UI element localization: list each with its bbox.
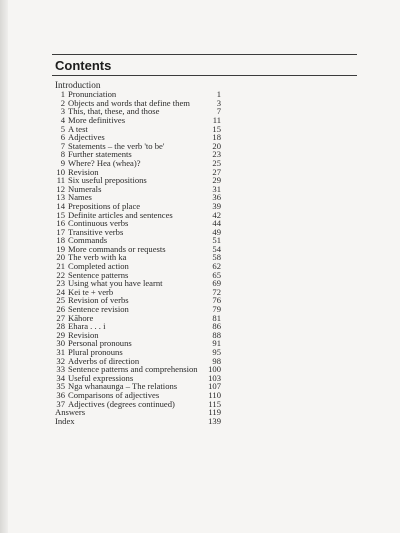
- page-number: 29: [212, 175, 221, 186]
- chapter-title: Sentence patterns: [68, 269, 129, 280]
- chapter-title: Useful expressions: [68, 372, 134, 383]
- chapter-title: Nga whanaunga – The relations: [68, 381, 178, 392]
- chapter-title: Names: [68, 192, 92, 203]
- chapter-number: 27: [56, 312, 65, 323]
- page-number: 54: [212, 243, 221, 254]
- page-number: 36: [212, 192, 221, 203]
- chapter-title: Kei te + verb: [68, 286, 114, 297]
- page-number: 1: [216, 89, 221, 100]
- chapter-title: Completed action: [68, 261, 129, 272]
- page-title: Contents: [55, 58, 112, 73]
- page-number: 103: [208, 372, 221, 383]
- page-number: 119: [208, 407, 221, 418]
- chapter-number: 11: [56, 175, 65, 186]
- chapter-number: 35: [56, 381, 65, 392]
- page-number: 18: [212, 132, 221, 143]
- table-of-contents: [55, 90, 225, 408]
- chapter-number: 26: [56, 304, 65, 315]
- page-number: 25: [212, 157, 221, 168]
- chapter-number: 16: [56, 218, 65, 229]
- page-number: 7: [216, 106, 221, 117]
- page-number: 76: [212, 295, 221, 306]
- chapter-number: 8: [60, 149, 65, 160]
- chapter-title: A test: [68, 123, 88, 134]
- page-number: 62: [212, 261, 221, 272]
- page-number: 69: [212, 278, 221, 289]
- page-number: 107: [208, 381, 221, 392]
- chapter-number: 29: [56, 329, 65, 340]
- page-number: 44: [212, 218, 221, 229]
- chapter-title: Statements – the verb 'to be': [68, 140, 165, 151]
- page-number: 86: [212, 321, 221, 332]
- page-number: 49: [212, 226, 221, 237]
- chapter-title: Pronunciation: [68, 89, 117, 100]
- chapter-number: 6: [60, 132, 65, 143]
- section-title: Answers: [55, 407, 86, 418]
- chapter-title: Adjectives: [68, 132, 105, 143]
- page-number: 100: [208, 364, 221, 375]
- chapter-title: Numerals: [68, 183, 102, 194]
- chapter-number: 21: [56, 261, 65, 272]
- page-number: 91: [212, 338, 221, 349]
- chapter-number: 15: [56, 209, 65, 220]
- chapter-number: 5: [60, 123, 65, 134]
- chapter-number: 14: [56, 200, 65, 211]
- chapter-number: 22: [56, 269, 65, 280]
- chapter-title: This, that, these, and those: [68, 106, 160, 117]
- title-underline-rule: [52, 75, 357, 76]
- page-number: 15: [212, 123, 221, 134]
- toc-entry: [55, 417, 225, 426]
- chapter-number: 10: [56, 166, 65, 177]
- chapter-number: 9: [60, 157, 65, 168]
- toc-entry: [55, 408, 225, 417]
- chapter-title: Prepositions of place: [68, 200, 141, 211]
- chapter-number: 30: [56, 338, 65, 349]
- chapter-number: 32: [56, 355, 65, 366]
- toc-back-matter: [55, 408, 225, 425]
- chapter-number: 36: [56, 389, 65, 400]
- chapter-title: Commands: [68, 235, 108, 246]
- chapter-number: 33: [56, 364, 65, 375]
- chapter-title: Revision: [68, 329, 99, 340]
- page-number: 72: [212, 286, 221, 297]
- chapter-number: 12: [56, 183, 65, 194]
- page-number: 79: [212, 304, 221, 315]
- chapter-title: Adjectives (degrees continued): [68, 398, 175, 409]
- page-number: 3: [216, 97, 221, 108]
- chapter-title: Continuous verbs: [68, 218, 129, 229]
- chapter-title: Plural pronouns: [68, 347, 123, 357]
- chapter-number: 18: [56, 235, 65, 246]
- chapter-number: 3: [60, 106, 65, 117]
- chapter-number: 7: [60, 140, 65, 151]
- chapter-title: Sentence revision: [68, 304, 129, 315]
- page-number: 31: [212, 183, 221, 194]
- page-number: 42: [212, 209, 221, 220]
- chapter-title: Kāhore: [68, 312, 94, 323]
- chapter-title: Adverbs of direction: [68, 355, 140, 366]
- page-number: 20: [212, 140, 221, 151]
- chapter-title: Further statements: [68, 149, 132, 160]
- top-rule: [52, 54, 357, 55]
- page-number: 81: [212, 312, 221, 323]
- chapter-number: 13: [56, 192, 65, 203]
- chapter-number: 23: [56, 278, 65, 289]
- chapter-title: The verb with ka: [68, 252, 127, 263]
- chapter-title: Where? Hea (whea)?: [68, 157, 141, 168]
- chapter-number: 4: [60, 114, 65, 125]
- chapter-title: Six useful prepositions: [68, 175, 147, 186]
- page-edge-shadow: [0, 0, 8, 533]
- page-number: 115: [208, 398, 221, 409]
- chapter-title: More commands or requests: [68, 243, 166, 254]
- chapter-title: Using what you have learnt: [68, 278, 163, 289]
- page-number: 88: [212, 329, 221, 340]
- chapter-title: Revision: [68, 166, 99, 177]
- chapter-title: More definitives: [68, 114, 126, 125]
- page-number: 110: [208, 389, 221, 400]
- chapter-title: Personal pronouns: [68, 338, 132, 349]
- chapter-title: Transitive verbs: [68, 226, 124, 237]
- chapter-number: 17: [56, 226, 65, 237]
- page-number: 51: [212, 235, 221, 246]
- chapter-title: Ehara . . . i: [68, 321, 106, 332]
- chapter-number: 19: [56, 243, 65, 254]
- page-number: 11: [212, 114, 221, 125]
- chapter-title: Revision of verbs: [68, 295, 129, 306]
- page-number: 58: [212, 252, 221, 263]
- page-number: 139: [208, 415, 221, 426]
- chapter-number: 1: [60, 89, 65, 100]
- chapter-number: 2: [60, 97, 65, 108]
- chapter-number: 25: [56, 295, 65, 306]
- chapter-title: Objects and words that define them: [68, 97, 190, 108]
- chapter-number: 24: [56, 286, 65, 297]
- page-number: 23: [212, 149, 221, 160]
- chapter-number: 37: [56, 398, 65, 409]
- introduction-entry: Introduction: [55, 80, 101, 90]
- page-number: 98: [212, 355, 221, 366]
- section-title: Index: [55, 415, 75, 426]
- page-number: 39: [212, 200, 221, 211]
- chapter-number: 31: [56, 347, 65, 357]
- page-number: 95: [212, 347, 221, 357]
- chapter-number: 34: [56, 372, 65, 383]
- page-number: 27: [212, 166, 221, 177]
- chapter-title: Comparisons of adjectives: [68, 389, 160, 400]
- chapter-number: 20: [56, 252, 65, 263]
- chapter-title: Definite articles and sentences: [68, 209, 173, 220]
- chapter-title: Sentence patterns and comprehension: [68, 364, 198, 375]
- page-number: 65: [212, 269, 221, 280]
- chapter-number: 28: [56, 321, 65, 332]
